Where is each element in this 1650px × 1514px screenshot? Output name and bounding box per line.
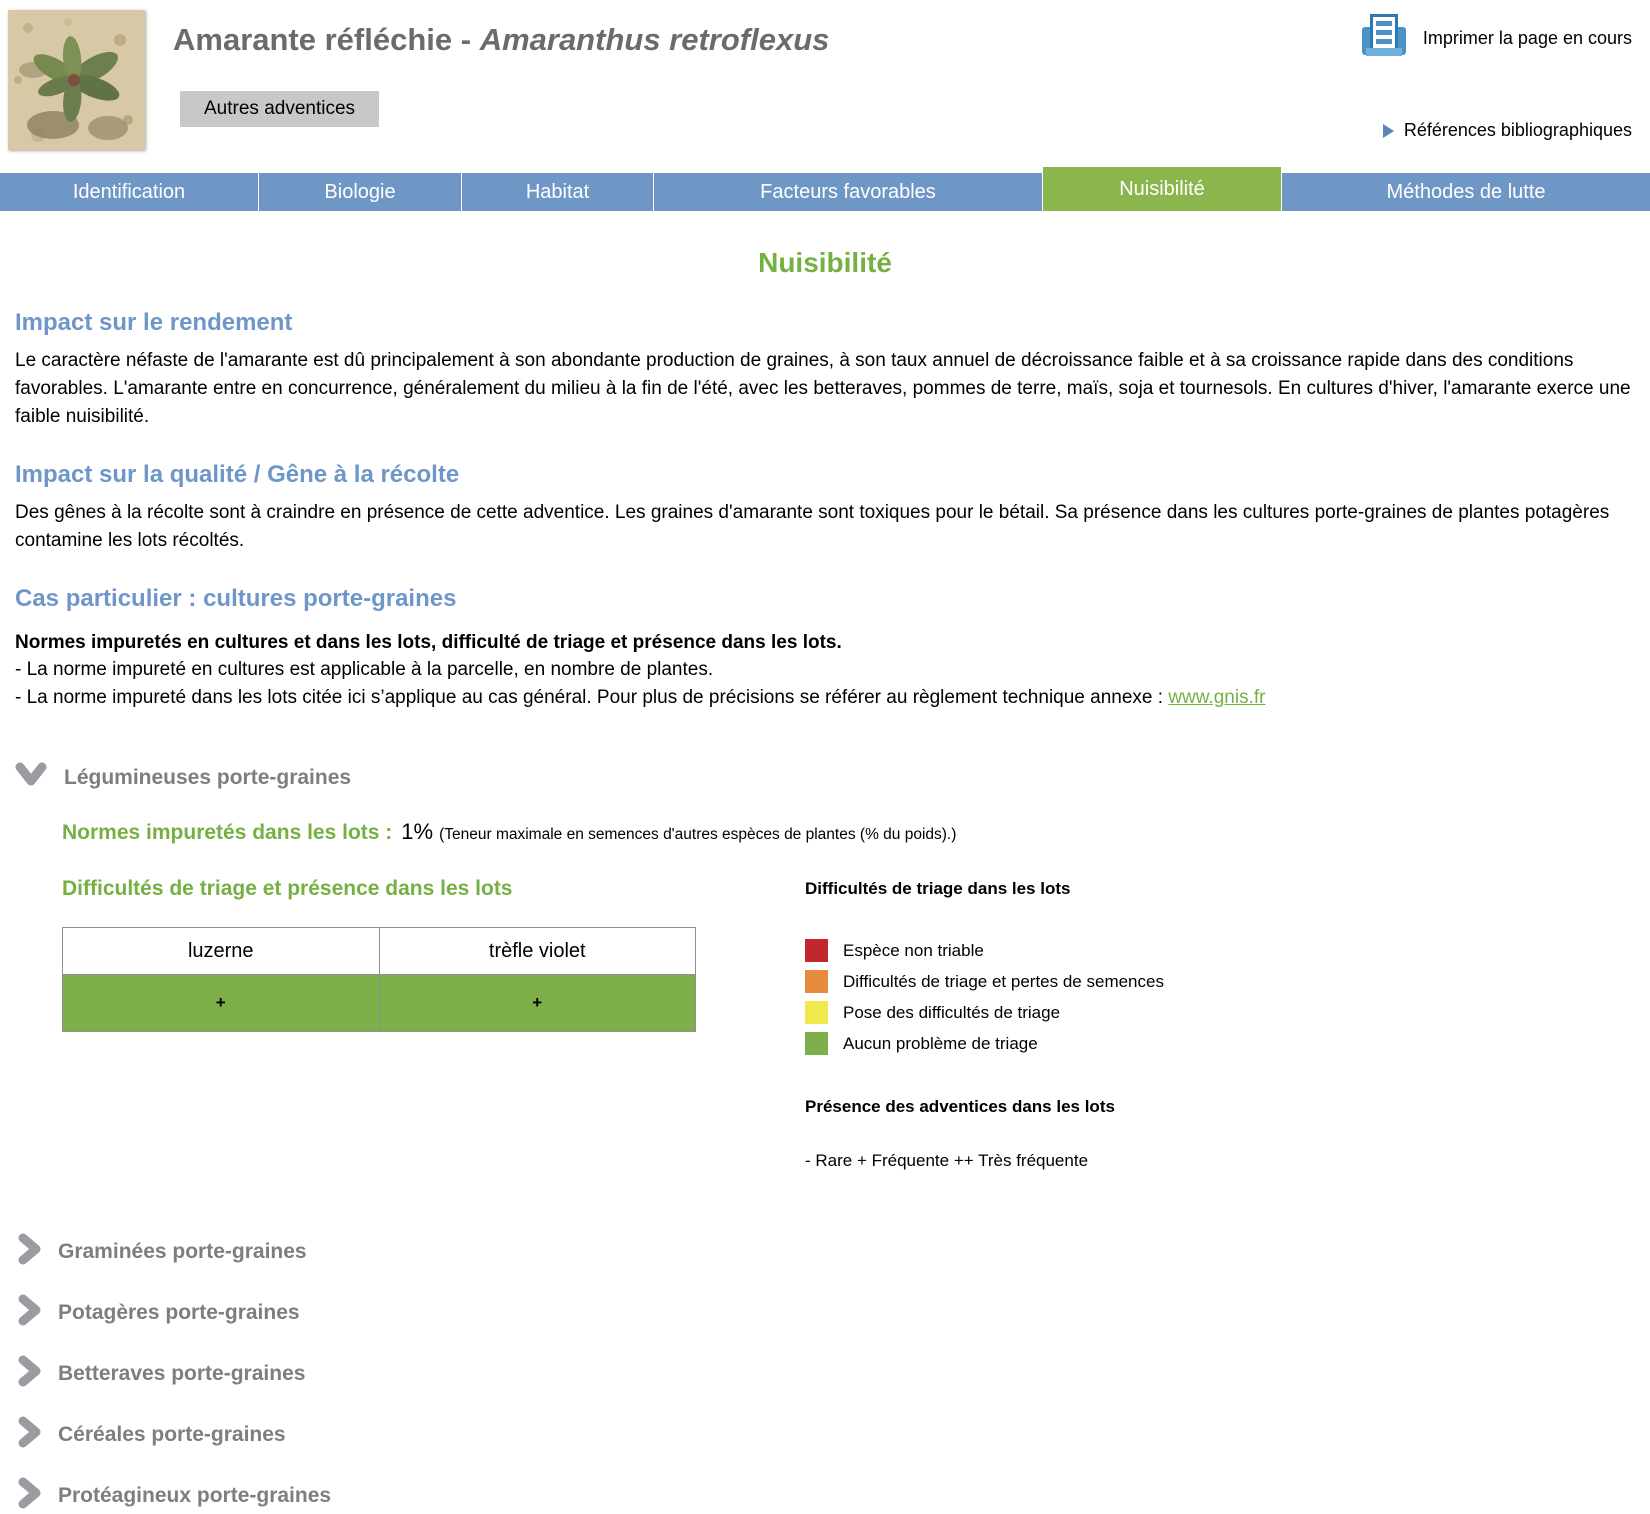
plant-photo (8, 10, 145, 150)
accordion-proteagineux[interactable] (15, 1477, 1635, 1514)
normes-impuretes-line (62, 819, 1635, 845)
column-header-luzerne: luzerne (63, 928, 380, 975)
heading-impact-qualite: Impact sur la qualité / Gêne à la récolte (15, 461, 460, 488)
normes-label: Normes impuretés dans les lots : (62, 821, 393, 844)
triage-section (15, 877, 1635, 1171)
main-content (0, 247, 1650, 1514)
collapsed-accordions (15, 1233, 1635, 1514)
tab-facteurs-favorables[interactable]: Facteurs favorables (654, 173, 1042, 211)
references-label: Références bibliographiques (1403, 120, 1632, 140)
tab-biologie[interactable]: Biologie (259, 173, 461, 211)
heading-impact-rendement: Impact sur le rendement (15, 309, 293, 336)
green-swatch-icon (805, 1032, 828, 1055)
legend-item (805, 1032, 1164, 1055)
gnis-link[interactable]: www.gnis.fr (1168, 687, 1266, 708)
accordion-cereales-label: Céréales porte-graines (58, 1422, 286, 1446)
norme-lots-text: - La norme impureté dans les lots citée ici s’applique au cas général. Pour plus de précisions se référer au règlement technique annexe : (15, 687, 1169, 708)
norme-cultures-line: - La norme impureté en cultures est applicable à la parcelle, en nombre de plantes. (15, 659, 714, 680)
accordion-graminees[interactable] (15, 1233, 1635, 1270)
accordion-betteraves[interactable] (15, 1355, 1635, 1392)
yellow-swatch-icon (805, 1001, 828, 1024)
legend-item-label: Difficultés de triage et pertes de semences (843, 971, 1164, 991)
chevron-down-icon (15, 762, 47, 793)
triage-table-heading: Difficultés de triage et présence dans les lots (62, 877, 513, 900)
section-title-nuisibilite: Nuisibilité (758, 247, 892, 278)
legend-item (805, 970, 1164, 993)
paragraph-impact-qualite: Des gênes à la récolte sont à craindre en présence de cette adventice. Les graines d'amarante sont toxiques pour le bétail. Sa présence dans les cultures porte-graines de plantes potagères contamine les lots récoltés. (15, 502, 1610, 551)
page-title (173, 22, 829, 58)
accordion-proteagineux-label: Protéagineux porte-graines (58, 1483, 332, 1507)
chevron-right-icon (17, 1355, 41, 1392)
triage-table-header-row (63, 928, 696, 975)
legend-presence-scale: - Rare + Fréquente ++ Très fréquente (805, 1151, 1089, 1170)
printer-icon (1361, 12, 1407, 65)
column-header-trefle-violet: trèfle violet (379, 928, 695, 975)
print-label: Imprimer la page en cours (1422, 28, 1632, 48)
legend-items (805, 939, 1164, 1055)
cas-particulier-intro: Normes impuretés en cultures et dans les lots, difficulté de triage et présence dans les lots. (15, 632, 842, 653)
legend-item-label: Espèce non triable (843, 940, 984, 960)
legend-item-label: Aucun problème de triage (843, 1033, 1038, 1053)
accordion-potageres[interactable] (15, 1294, 1635, 1331)
autres-adventices-button[interactable]: Autres adventices (180, 91, 379, 127)
legend-item (805, 939, 1164, 962)
normes-note: (Teneur maximale en semences d'autres espèces de plantes (% du poids).) (439, 826, 957, 843)
accordion-potageres-label: Potagères porte-graines (58, 1300, 300, 1324)
references-link[interactable] (1383, 120, 1632, 141)
chevron-right-icon (17, 1477, 41, 1514)
red-swatch-icon (805, 939, 828, 962)
accordion-legumineuses[interactable] (15, 762, 1635, 793)
paragraph-impact-rendement: Le caractère néfaste de l'amarante est dû principalement à son abondante production de graines, à son taux annuel de décroissance faible et à sa croissance rapide dans des conditions favorables. L'amarante entre en concurrence, généralement du milieu à la fin de l'été, avec les betteraves, pommes de terre, maïs, soja et tournesols. En cultures d'hiver, l'amarante exerce une faible nuisibilité. (15, 350, 1631, 427)
orange-swatch-icon (805, 970, 828, 993)
tab-methodes-de-lutte[interactable]: Méthodes de lutte (1282, 173, 1650, 211)
accordion-legumineuses-label: Légumineuses porte-graines (64, 765, 352, 789)
accordion-graminees-label: Graminées porte-graines (58, 1239, 307, 1263)
norme-lots-line (15, 684, 1635, 712)
normes-value: 1% (401, 819, 434, 844)
tab-nuisibilite[interactable]: Nuisibilité (1043, 167, 1281, 211)
legend-item-label: Pose des difficultés de triage (843, 1002, 1061, 1022)
triage-table-value-row (63, 975, 696, 1032)
header (0, 0, 1650, 167)
legend-item (805, 1001, 1164, 1024)
tab-habitat[interactable]: Habitat (462, 173, 653, 211)
legend (760, 877, 1164, 1171)
chevron-right-icon (17, 1233, 41, 1270)
cell-trefle-violet-value: + (379, 975, 695, 1032)
triage-table (62, 927, 696, 1032)
legend-presence-heading: Présence des adventices dans les lots (805, 1097, 1115, 1116)
cell-luzerne-value: + (63, 975, 380, 1032)
title-separator: - (452, 22, 480, 57)
species-latin-name: Amaranthus retroflexus (479, 22, 830, 57)
species-common-name: Amarante réfléchie (173, 22, 453, 57)
accordion-betteraves-label: Betteraves porte-graines (58, 1361, 306, 1385)
chevron-right-icon (17, 1294, 41, 1331)
accordion-cereales[interactable] (15, 1416, 1635, 1453)
triage-table-column (15, 877, 760, 1171)
chevron-right-icon (17, 1416, 41, 1453)
tab-bar (0, 167, 1650, 211)
legend-triage-heading: Difficultés de triage dans les lots (805, 879, 1071, 898)
triangle-right-icon (1383, 124, 1394, 138)
print-page-button[interactable] (1361, 12, 1632, 65)
plant-photo-illustration (8, 10, 145, 150)
heading-cas-particulier: Cas particulier : cultures porte-graines (15, 585, 457, 612)
tab-identification[interactable]: Identification (0, 173, 258, 211)
